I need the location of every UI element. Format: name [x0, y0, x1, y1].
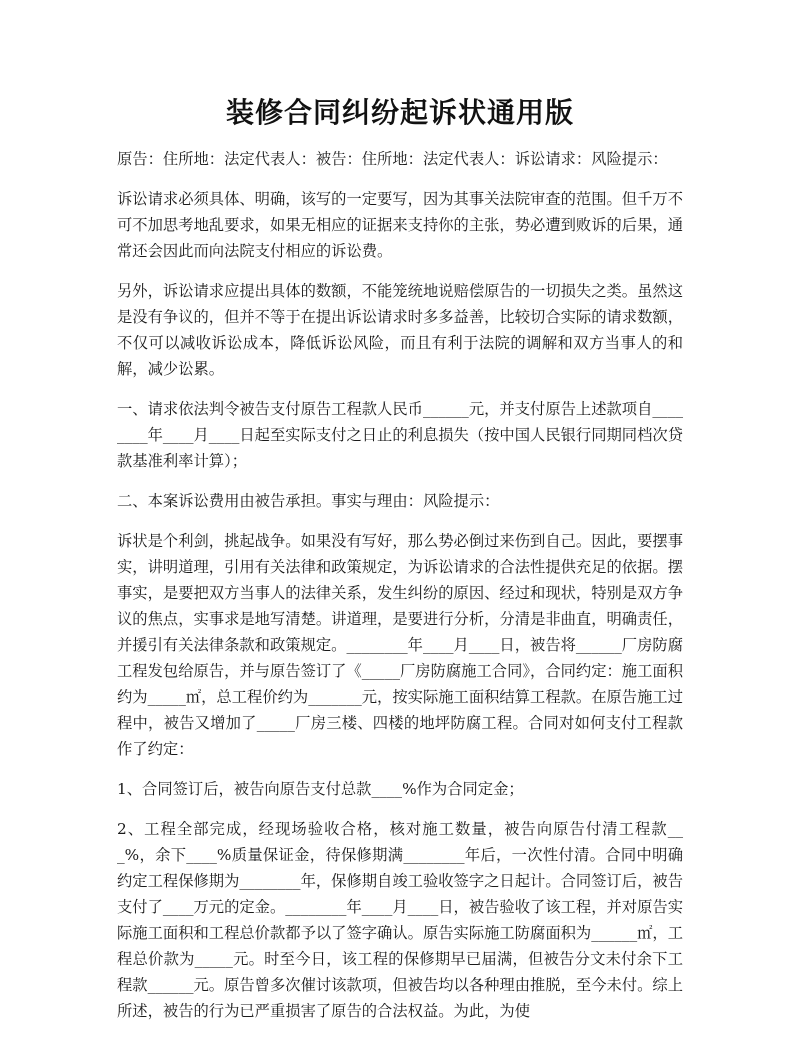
- paragraph-claim-amount: 另外，诉讼请求应提出具体的数额，不能笼统地说赔偿原告的一切损失之类。虽然这是没有争议的，但并不等于在提出诉讼请求时多多益善，比较切合实际的请求数额，不仅可以减收诉讼成本，降低诉讼风险，而且有利于法院的调解和双方当事人的和解，减少讼累。: [117, 282, 683, 378]
- paragraph-payment-term-two: 2、工程全部完成，经现场验收合格，核对施工数量，被告向原告付清工程款___%，余下____%质量保证金，待保修期满________年后，一次性付清。合同中明确约定工程保修期为________年，保修期自竣工验收签字之日起计。合同签订后，被告支付了____万元的定金。________年____月____日，被告验收了该工程，并对原告实际施工面积和工程总价款都予以了签字确认。原告实际施工防腐面积为______㎡，工程总价款为_____元。时至今日，该工程的保修期早已届满，但被告分文未付余下工程款______元。原告曾多次催讨该款项，但被告均以各种理由推脱，至今未付。综上所述，被告的行为已严重损害了原告的合法权益。为此，为使: [117, 820, 683, 1020]
- paragraph-claim-risk: 诉讼请求必须具体、明确，该写的一定要写，因为其事关法院审查的范围。但千万不可不加思考地乱要求，如果无相应的证据来支持你的主张，势必遭到败诉的后果，通常还会因此而向法院支付相应的诉讼费。: [117, 190, 683, 260]
- paragraph-facts-reasons: 诉状是个利剑，挑起战争。如果没有写好，那么势必倒过来伤到自己。因此，要摆事实，讲明道理，引用有关法律和政策规定，为诉讼请求的合法性提供充足的依据。摆事实，是要把双方当事人的法律关系，发生纠纷的原因、经过和现状，特别是双方争议的焦点，实事求是地写清楚。讲道理，是要进行分析，分清是非曲直，明确责任，并援引有关法律条款和政策规定。________年____月____日，被告将______厂房防腐工程发包给原告，并与原告签订了《_____厂房防腐施工合同》，合同约定：施工面积约为_____㎡，总工程价约为_______元，按实际施工面积结算工程款。在原告施工过程中，被告又增加了_____厂房三楼、四楼的地坪防腐工程。合同对如何支付工程款作了约定：: [117, 532, 683, 758]
- paragraph-payment-term-one: 1、合同签订后，被告向原告支付总款____%作为合同定金；: [117, 780, 524, 798]
- paragraph-request-two: 二、本案诉讼费用由被告承担。事实与理由：风险提示：: [117, 492, 500, 510]
- document-body: [117, 146, 683, 1024]
- paragraph-request-one: 一、请求依法判令被告支付原告工程款人民币______元，并支付原告上述款项自________年____月____日起至实际支付之日止的利息损失（按中国人民银行同期同档次贷款基准利率计算）；: [117, 400, 683, 470]
- paragraph-parties: 原告：住所地：法定代表人：被告：住所地：法定代表人：诉讼请求：风险提示：: [117, 150, 668, 168]
- document-title: 装修合同纠纷起诉状通用版: [225, 96, 574, 129]
- document-page: [117, 0, 683, 1038]
